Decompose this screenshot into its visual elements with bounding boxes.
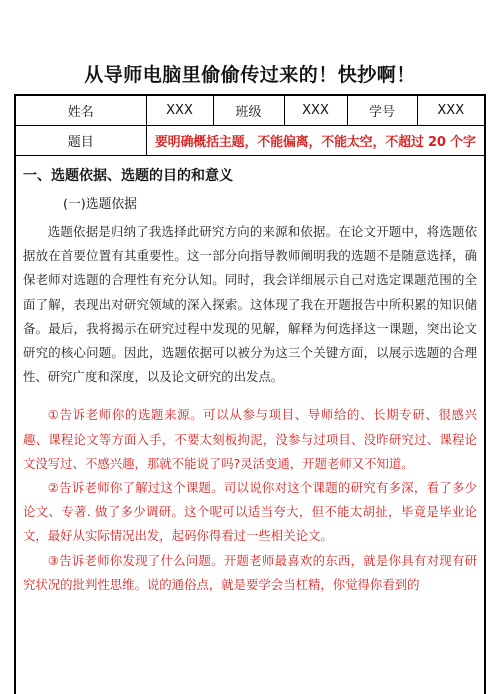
topic-label: 题目: [16, 126, 146, 156]
name-label: 姓名: [16, 96, 146, 126]
form-frame: [14, 94, 486, 694]
tip-paragraph-2: ②告诉老师你了解过这个课题。司以说你对这个课题的研究有多深，看了多少论文、专著. 做了多少调研。这个呢可以适当夸大，但不能太胡扯，毕竟是毕业论文，最好从实际情况出发，起码你得看过一些相关论文。: [23, 480, 477, 544]
info-row-topic: [16, 126, 484, 156]
intro-paragraph: 选题依据是归纳了我选择此研究方向的来源和依据。在论文开题中，将选题依据放在首要位置有其重要性。这一部分向指导教师阐明我的选题不是随意选择，确保老师对选题的合理性有充分认知。同时，我会详细展示自己对选定课题范围的全面了解，表现出对研究领域的深入探索。这体现了我在开题报告中所积累的知识储备。最后，我将揭示在研究过程中发现的见解，解释为何选择这一课题，突出论文研究的核心问题。因此，选题依据可以被分为这三个关键方面，以展示选题的合理性、研究广度和深度，以及论文研究的出发点。: [23, 224, 477, 385]
content-body: [16, 156, 484, 597]
tip-paragraph-3: ③告诉老师你发现了什么问题。开题老师最喜欢的东西，就是你具有对现有研究状况的批判性思维。说的通俗点，就是要学会当杠精，你觉得你看到的: [23, 552, 477, 592]
student-id-value: XXX: [417, 96, 484, 126]
class-value: XXX: [284, 96, 347, 126]
class-label: 班级: [213, 96, 284, 126]
info-row-identity: [16, 96, 484, 126]
paragraph-gap: [23, 389, 477, 403]
section-heading: 一、选题依据、选题的目的和意义: [23, 168, 233, 184]
tip-paragraph-1: ①告诉老师你的选题来源。可以从参与项目、导师给的、长期专研、很感兴趣、课程论文等方面入手，不要太刻板拘泥，没参与过项目、没昨研究过、课程论文没写过、不感兴趣，那就不能说了吗?灵活变通，开题老师又不知道。: [23, 407, 477, 471]
document-title: 从导师电脑里偷偷传过来的！快抄啊！: [84, 64, 416, 86]
topic-requirement: 要明确概括主题，不能偏离，不能太空，不超过 20 个字: [146, 126, 484, 156]
student-id-label: 学号: [347, 96, 417, 126]
section-subheading: (一)选题依据: [63, 197, 137, 212]
name-value: XXX: [146, 96, 213, 126]
info-table: [16, 96, 484, 156]
